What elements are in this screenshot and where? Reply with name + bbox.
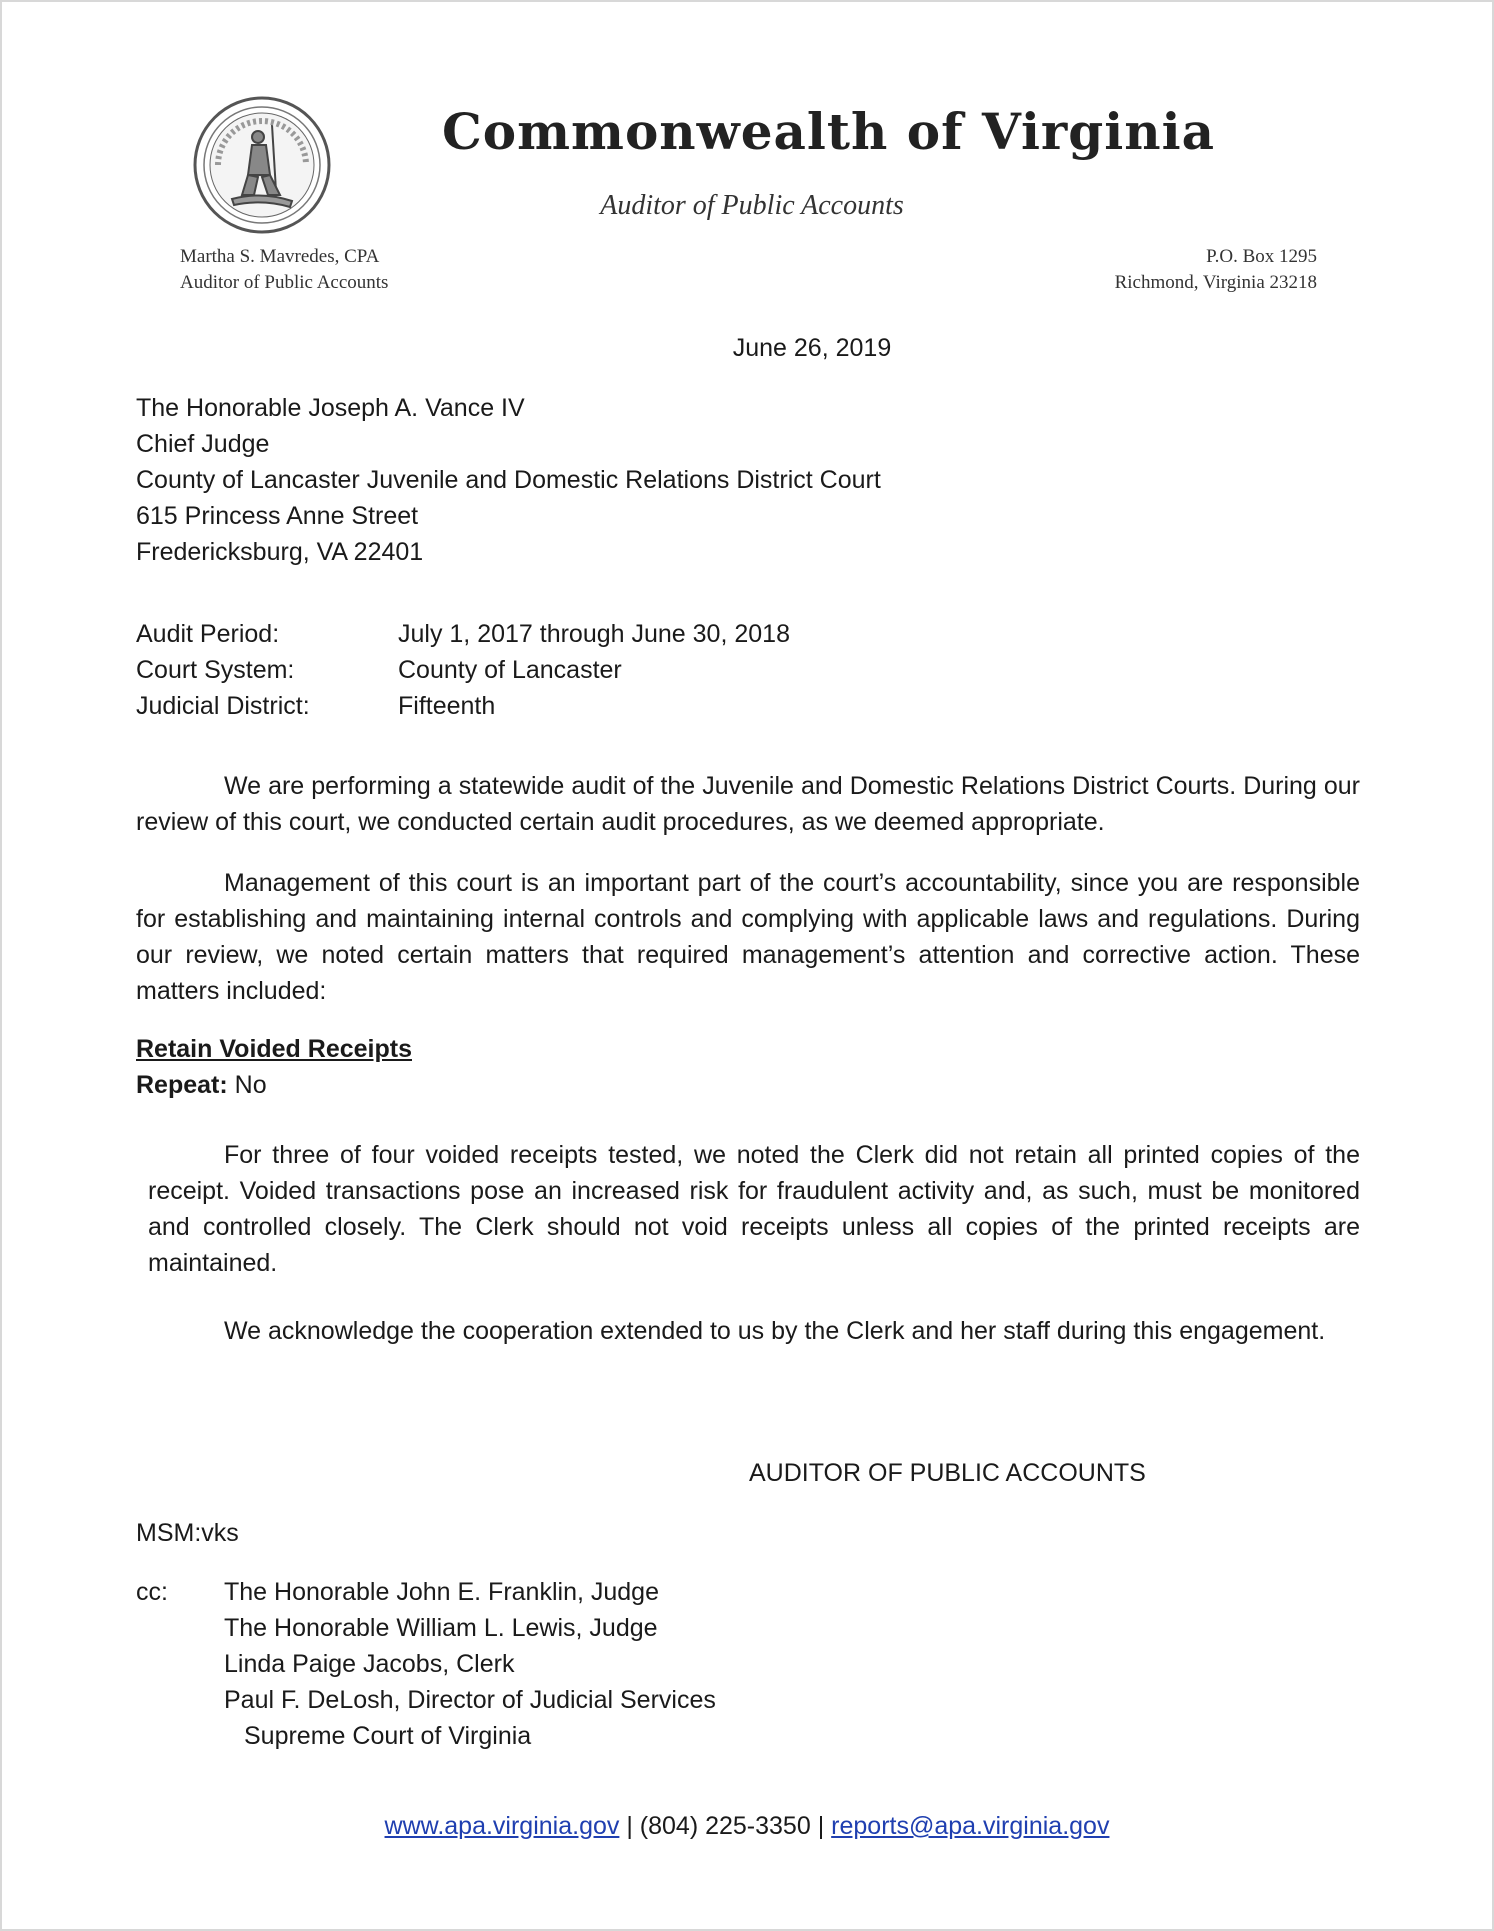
signature: AUDITOR OF PUBLIC ACCOUNTS	[749, 1459, 1146, 1487]
letter-date: June 26, 2019	[732, 334, 892, 362]
phone-number: (804) 225-3350	[639, 1812, 811, 1840]
cc-recipient: Paul F. DeLosh, Director of Judicial Services	[224, 1686, 716, 1714]
repeat-value: No	[234, 1071, 267, 1099]
letterhead-right	[1115, 244, 1317, 296]
addressee-line: County of Lancaster Juvenile and Domestic Relations District Court	[136, 466, 881, 494]
cc-label: cc:	[136, 1578, 168, 1606]
auditor-name: Martha S. Mavredes, CPA	[180, 246, 380, 267]
finding-paragraph: For three of four voided receipts tested, we noted the Clerk did not retain all printed copies of the receipt. Voided transactions pose an increased risk for fraudulent activity and, as such, must be monitored and controlled closely. The Clerk should not void receipts unless all copies of the printed receipts are maintained.	[148, 1141, 1360, 1277]
email-link[interactable]: reports@apa.virginia.gov	[831, 1812, 1110, 1840]
cc-recipient: Linda Paige Jacobs, Clerk	[224, 1650, 515, 1678]
finding-title: Retain Voided Receipts	[136, 1035, 412, 1063]
cc-recipient: The Honorable John E. Franklin, Judge	[224, 1578, 659, 1606]
addressee-line: 615 Princess Anne Street	[136, 502, 419, 530]
auditor-title: Auditor of Public Accounts	[180, 272, 389, 293]
audit-period-label: Audit Period:	[136, 620, 280, 648]
agency-subtitle: Auditor of Public Accounts	[600, 190, 904, 221]
website-link[interactable]: www.apa.virginia.gov	[384, 1812, 620, 1840]
judicial-district-row	[136, 688, 790, 724]
letterhead-left	[180, 244, 388, 296]
cc-recipient: The Honorable William L. Lewis, Judge	[224, 1614, 658, 1642]
audit-info-block	[136, 616, 790, 724]
virginia-seal-icon	[192, 95, 332, 235]
court-system-value: County of Lancaster	[398, 656, 622, 684]
acknowledgement-paragraph: We acknowledge the cooperation extended to us by the Clerk and her staff during this engagement.	[224, 1317, 1326, 1345]
initials: MSM:vks	[136, 1519, 239, 1547]
judicial-district-label: Judicial District:	[136, 692, 310, 720]
audit-period-row	[136, 616, 790, 652]
footer-separator: |	[817, 1812, 825, 1840]
audit-period-value: July 1, 2017 through June 30, 2018	[398, 620, 790, 648]
footer-separator: |	[626, 1812, 633, 1840]
court-system-row	[136, 652, 790, 688]
footer	[2, 1808, 1492, 1844]
finding-repeat	[136, 1067, 267, 1103]
intro-paragraph: We are performing a statewide audit of the Juvenile and Domestic Relations District Courts. During our review of this court, we conducted certain audit procedures, as we deemed appropriate.	[136, 772, 1360, 836]
cc-recipient-subline: Supreme Court of Virginia	[244, 1722, 532, 1750]
addressee-line: Chief Judge	[136, 430, 270, 458]
court-system-label: Court System:	[136, 656, 295, 684]
city-state-zip: Richmond, Virginia 23218	[1114, 272, 1317, 293]
judicial-district-value: Fifteenth	[398, 692, 496, 720]
management-paragraph: Management of this court is an important part of the court’s accountability, since you are responsible for establishing and maintaining internal controls and complying with applicable laws and regulations. During our review, we noted certain matters that required management’s attention and corrective action. These matters included:	[136, 869, 1360, 1005]
repeat-label: Repeat:	[136, 1071, 228, 1099]
addressee-line: The Honorable Joseph A. Vance IV	[136, 394, 525, 422]
cc-list	[224, 1574, 716, 1754]
addressee-block	[136, 390, 881, 570]
addressee-line: Fredericksburg, VA 22401	[136, 538, 424, 566]
po-box: P.O. Box 1295	[1206, 246, 1317, 267]
agency-title: Commonwealth of Virginia	[442, 102, 1215, 161]
